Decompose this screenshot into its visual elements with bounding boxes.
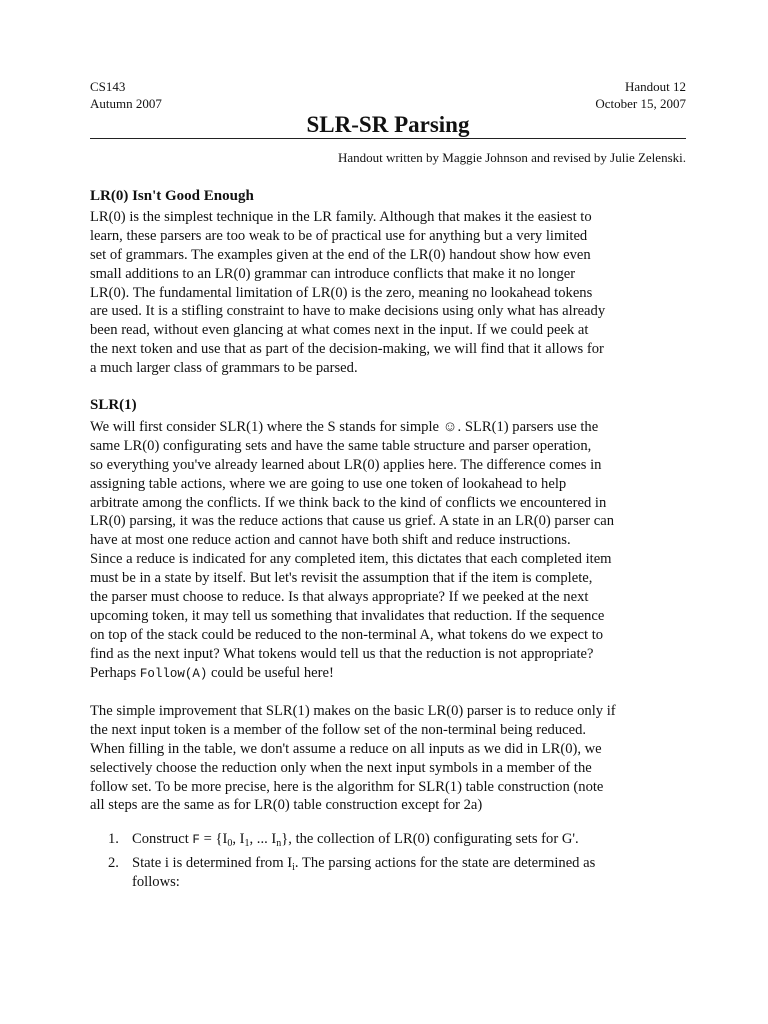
page-title: SLR-SR Parsing xyxy=(306,112,470,137)
handout-number: Handout 12 xyxy=(624,79,686,94)
text-line: follow set. To be more precise, here is the algorithm for SLR(1) table construction (note xyxy=(90,778,604,795)
text-line: the next input token is a member of the follow set of the non-terminal being reduced. xyxy=(90,721,587,738)
author-credit: Handout written by Maggie Johnson and revised by Julie Zelenski. xyxy=(337,150,686,165)
text-line: set of grammars. The examples given at the end of the LR(0) handout show how even xyxy=(90,246,591,263)
step-number: 2. xyxy=(108,855,119,871)
text-line: all steps are the same as for LR(0) table construction except for 2a) xyxy=(90,797,483,814)
title-divider xyxy=(90,138,686,139)
paragraph-lr0 xyxy=(90,208,690,378)
text-line: so everything you've already learned about LR(0) applies here. The difference comes in xyxy=(90,456,602,473)
list-item xyxy=(90,854,690,892)
text-fragment: . The parsing actions for the state are determined as xyxy=(294,855,596,871)
text-line: find as the next input? What tokens would tell us that the reduction is not appropriate? xyxy=(90,645,594,662)
text-line: the parser must choose to reduce. Is that always appropriate? If we peeked at the next xyxy=(90,589,589,606)
text-fragment: , ... I xyxy=(249,831,277,847)
text-fragment: State i is determined from I xyxy=(132,855,293,871)
subscript: 1 xyxy=(244,838,250,849)
text-line: We will first consider SLR(1) where the S stands for simple ☺. SLR(1) parsers use the xyxy=(90,419,599,435)
text-line: assigning table actions, where we are going to use one token of lookahead to help xyxy=(90,475,567,492)
paragraph-improvement xyxy=(90,702,690,815)
step-number: 1. xyxy=(108,831,119,847)
text-line: selectively choose the reduction only when the next input symbols in a member of the xyxy=(90,759,592,776)
text-line: When filling in the table, we don't assume a reduce on all inputs as we did in LR(0), we xyxy=(90,740,602,757)
subscript: 0 xyxy=(227,838,233,849)
text-line: must be in a state by itself. But let's revisit the assumption that if the item is complete, xyxy=(90,570,593,587)
text-line: LR(0) is the simplest technique in the LR family. Although that makes it the easiest to xyxy=(90,209,592,225)
text-line: been read, without even glancing at what comes next in the input. If we could peek at xyxy=(90,322,589,339)
text-fragment: = {I xyxy=(199,831,228,847)
section-heading-slr1: SLR(1) xyxy=(90,397,137,413)
code-follow-a: Follow(A) xyxy=(139,666,208,681)
subscript: n xyxy=(276,838,282,849)
text-line: arbitrate among the conflicts. If we think back to the kind of conflicts we encountered in xyxy=(90,494,607,511)
text-line: the next token and use that as part of the decision-making, we will find that it allows for xyxy=(90,341,604,358)
text-line: The simple improvement that SLR(1) makes on the basic LR(0) parser is to reduce only if xyxy=(90,703,616,719)
text-fragment: Perhaps xyxy=(90,664,140,681)
text-fragment: could be useful here! xyxy=(207,664,334,681)
text-line-follow xyxy=(90,664,690,683)
text-line: same LR(0) configurating sets and have the same table structure and parser operation, xyxy=(90,437,592,454)
step-text xyxy=(132,830,690,850)
text-line: learn, these parsers are too weak to be of practical use for anything but a very limited xyxy=(90,227,588,244)
handout-date: October 15, 2007 xyxy=(595,96,686,111)
algorithm-steps xyxy=(90,830,690,896)
step-text xyxy=(132,854,690,873)
text-line: have at most one reduce action and cannot have both shift and reduce instructions. xyxy=(90,532,571,549)
text-line: are used. It is a stifling constraint to have to make decisions using only what has already xyxy=(90,303,606,320)
list-item xyxy=(90,830,690,850)
text-line: a much larger class of grammars to be parsed. xyxy=(90,360,358,377)
text-line: on top of the stack could be reduced to the non-terminal A, what tokens do we expect to xyxy=(90,626,604,643)
text-fragment: , I xyxy=(232,831,245,847)
code-f: F xyxy=(192,833,200,847)
step-text-continued: follows: xyxy=(132,874,180,890)
text-fragment: }, the collection of LR(0) configurating sets for G'. xyxy=(281,831,579,847)
text-line: LR(0) parsing, it was the reduce actions that cause us grief. A state in an LR(0) parser can xyxy=(90,513,614,530)
paragraph-slr1 xyxy=(90,418,690,682)
section-heading-lr0: LR(0) Isn't Good Enough xyxy=(90,188,254,204)
text-line: small additions to an LR(0) grammar can introduce conflicts that make it no longer xyxy=(90,265,576,282)
course-code: CS143 xyxy=(90,79,126,94)
text-fragment: Construct xyxy=(132,831,193,847)
term: Autumn 2007 xyxy=(90,96,162,111)
text-line: Since a reduce is indicated for any completed item, this dictates that each completed item xyxy=(90,551,612,568)
subscript: i xyxy=(292,862,295,873)
text-line: LR(0). The fundamental limitation of LR(0) is the zero, meaning no lookahead tokens xyxy=(90,284,593,301)
text-line: upcoming token, it may tell us something that invalidates that reduction. If the sequence xyxy=(90,607,605,624)
